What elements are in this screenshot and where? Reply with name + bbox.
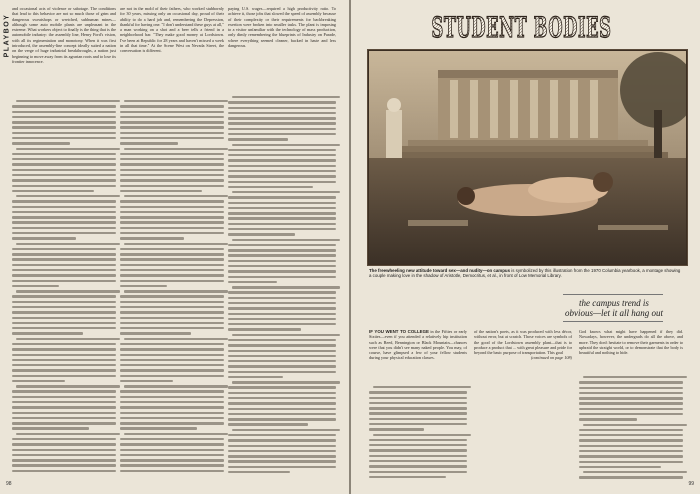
- text-line: [16, 148, 120, 150]
- text-line: [120, 111, 224, 113]
- text-line: [369, 407, 467, 409]
- article-title-art: [429, 4, 614, 48]
- text-line: [369, 428, 424, 430]
- text-line: [228, 159, 336, 161]
- text-line: [583, 471, 687, 473]
- text-line: [12, 422, 116, 424]
- text-line: [12, 295, 116, 297]
- text-line: [228, 365, 336, 367]
- text-line: [228, 281, 277, 283]
- text-line: [12, 206, 116, 208]
- text-line: [228, 455, 336, 457]
- text-line: [12, 327, 116, 329]
- text-line: [16, 385, 120, 387]
- text-line: [120, 417, 224, 419]
- text-line: [579, 439, 683, 441]
- text-line: [579, 476, 683, 478]
- text-line: [228, 270, 336, 272]
- text-line: [124, 338, 228, 340]
- text-line: [369, 476, 446, 478]
- text-line: [232, 381, 340, 383]
- text-line: [228, 376, 283, 378]
- left-page-number: 98: [6, 481, 12, 487]
- left-column-2-continuation: [120, 100, 224, 480]
- text-line: [12, 232, 116, 234]
- text-line: [120, 216, 224, 218]
- text-line: [16, 338, 120, 340]
- text-line: [120, 269, 224, 271]
- text-line: [12, 306, 116, 308]
- text-line: [228, 323, 336, 325]
- text-line: [120, 327, 224, 329]
- text-line: [228, 355, 336, 357]
- text-line: [12, 216, 116, 218]
- text-line: [120, 142, 178, 144]
- text-line: [232, 239, 340, 241]
- text-line: [228, 408, 336, 410]
- text-line: [12, 406, 116, 408]
- text-line: [120, 116, 224, 118]
- text-line: [12, 369, 116, 371]
- text-line: [228, 233, 295, 235]
- text-line: [12, 417, 116, 419]
- text-line: [228, 138, 288, 140]
- right-column-2: [474, 329, 572, 361]
- text-line: [12, 142, 70, 144]
- text-line: [12, 390, 116, 392]
- text-line: [579, 397, 683, 399]
- text-line: [16, 290, 120, 292]
- text-line: [120, 438, 224, 440]
- text-line: [12, 111, 116, 113]
- text-line: [12, 427, 89, 429]
- text-line: [120, 422, 224, 424]
- text-line: [579, 445, 683, 447]
- text-line: [12, 264, 116, 266]
- text-line: [12, 454, 116, 456]
- text-line: [12, 285, 59, 287]
- text-line: [12, 280, 116, 282]
- text-line: [373, 434, 471, 436]
- text-line: [12, 169, 116, 171]
- text-line: [232, 429, 340, 431]
- text-line: [228, 466, 336, 468]
- text-line: [228, 228, 336, 230]
- text-line: [12, 179, 116, 181]
- text-line: [12, 132, 116, 134]
- text-line: [12, 380, 65, 382]
- right-column-1-text: in the Fifties or early Sixties—even if you attended a relatively hip institution such as Reed, Bennington or Black Mountain—chances were that you didn't see many naked people. You may, of course, have glimpsed a few of your fellow students during your physical education classes.: [369, 329, 467, 361]
- text-line: [120, 380, 173, 382]
- text-line: [12, 364, 116, 366]
- text-line: [120, 258, 224, 260]
- text-line: [12, 227, 116, 229]
- magazine-name: PLAYBOY: [3, 13, 11, 58]
- text-line: [120, 253, 224, 255]
- text-line: [120, 105, 224, 107]
- text-line: [120, 232, 224, 234]
- article-title-logo: [429, 4, 614, 48]
- text-line: [369, 412, 467, 414]
- text-line: [12, 190, 94, 192]
- magazine-side-label: [1, 8, 11, 68]
- text-line: [120, 311, 224, 313]
- text-line: [228, 392, 336, 394]
- text-line: [12, 396, 116, 398]
- text-line: [579, 429, 683, 431]
- text-line: [369, 471, 467, 473]
- text-line: [120, 206, 224, 208]
- text-line: [228, 350, 336, 352]
- article-title: STUDENT BODIES: [431, 11, 612, 44]
- text-line: [232, 286, 340, 288]
- text-line: [12, 348, 116, 350]
- left-column-2-text: are not in the mold of their fathers, who worked stubbornly for 30 years, missing only an occasional day, proud of their ability to do a hard job and, remembering the Depression, thankful for having one. "I don't understand these guys at all," a man working on a shot and a beer tells a friend in a neighborhood bar. "They make good money at Lordstown. I've been at Republic for 28 years and haven't missed a week in all that time." At the Scene West on Nevada Street, the conversation is different.: [120, 6, 224, 54]
- text-line: [120, 121, 224, 123]
- text-line: [120, 169, 224, 171]
- text-line: [228, 260, 336, 262]
- text-line: [120, 412, 224, 414]
- text-line: [12, 354, 116, 356]
- yearbook-montage-image: [368, 50, 687, 265]
- text-line: [120, 280, 224, 282]
- text-line: [228, 181, 336, 183]
- text-line: [228, 386, 336, 388]
- text-line: [228, 265, 336, 267]
- left-column-2: [120, 6, 224, 54]
- text-line: [12, 332, 83, 334]
- text-line: [228, 244, 336, 246]
- text-line: [579, 381, 683, 383]
- text-line: [232, 96, 340, 98]
- text-line: [228, 339, 336, 341]
- text-line: [228, 254, 336, 256]
- text-line: [12, 248, 116, 250]
- text-line: [579, 466, 661, 468]
- photo-caption: [369, 268, 684, 278]
- left-page: [0, 0, 349, 494]
- text-line: [120, 285, 167, 287]
- text-line: [16, 100, 120, 102]
- text-line: [228, 128, 336, 130]
- text-line: [228, 112, 336, 114]
- text-line: [228, 313, 336, 315]
- left-column-1-continuation: [12, 100, 116, 480]
- text-line: [12, 459, 116, 461]
- pull-quote-rule-top: [563, 294, 663, 295]
- text-line: [228, 318, 336, 320]
- text-line: [12, 343, 116, 345]
- text-line: [228, 360, 336, 362]
- text-line: [12, 258, 116, 260]
- right-column-3-continuation: [579, 376, 683, 482]
- text-line: [228, 297, 336, 299]
- text-line: [120, 295, 224, 297]
- text-line: [120, 137, 224, 139]
- text-line: [369, 402, 467, 404]
- text-line: [12, 163, 116, 165]
- text-line: [120, 174, 224, 176]
- text-line: [373, 386, 471, 388]
- text-line: [369, 444, 467, 446]
- text-line: [120, 348, 224, 350]
- text-line: [12, 443, 116, 445]
- article-lead-in: IF YOU WENT TO COLLEGE: [369, 329, 429, 334]
- text-line: [228, 133, 336, 135]
- text-line: [120, 396, 224, 398]
- text-line: [228, 107, 336, 109]
- text-line: [228, 460, 336, 462]
- text-line: [12, 401, 116, 403]
- text-line: [120, 375, 224, 377]
- text-line: [120, 354, 224, 356]
- text-line: [579, 392, 683, 394]
- text-line: [120, 317, 224, 319]
- yearbook-illustration: [367, 49, 688, 266]
- caption-lead: The freewheeling new attitude toward sex—and nudity—on campus: [369, 268, 511, 273]
- text-line: [228, 149, 336, 151]
- continued-notice: (continued on page 108): [530, 355, 572, 361]
- text-line: [228, 423, 308, 425]
- text-line: [228, 122, 336, 124]
- text-line: [12, 438, 116, 440]
- text-line: [124, 290, 228, 292]
- text-line: [16, 243, 120, 245]
- text-line: [232, 191, 340, 193]
- text-line: [120, 221, 224, 223]
- text-line: [124, 195, 228, 197]
- left-column-3: [228, 6, 336, 48]
- text-line: [579, 387, 683, 389]
- text-line: [120, 237, 184, 239]
- text-line: [369, 449, 467, 451]
- left-column-3-text: paying U.S. wages—required a high productivity ratio. To achieve it, those jobs that slowed the speed of assembly because of their complexity or their requirements for backbreaking exertion were broken into smaller tasks. The plant is imposing to a visitor unfamiliar with the technology of mass production, only dimly remembering the blueprints of Industry on Parade, where everything seemed cleaner, backed in haste and less dangerous.: [228, 6, 336, 49]
- text-line: [16, 195, 120, 197]
- text-line: [228, 217, 336, 219]
- text-line: [228, 307, 336, 309]
- text-line: [120, 185, 224, 187]
- text-line: [120, 390, 224, 392]
- right-page: [351, 0, 700, 494]
- text-line: [120, 248, 224, 250]
- text-line: [120, 454, 224, 456]
- text-line: [120, 227, 224, 229]
- pull-quote-line-2: obvious—let it all hang out: [565, 308, 663, 318]
- right-column-2-text: of the nation's poets, as it was produced with less décor, without error, but at scratch. Those voices are symbols of the good of the Lordstown assembly plant—that is to produce a product that ... with great pleasure and pride for beyond the basic purpose of transportation. This goal: [474, 329, 572, 356]
- text-line: [12, 105, 116, 107]
- text-line: [12, 375, 116, 377]
- left-column-1-text: and occasional acts of violence or sabotage. The conditions that lead to this behavior are not so much those of grim and dangerous sweatshops or wretched, subhuman mines—although some auto mobile plants are unpleasant in the extreme. What workers object to finally is the thing that is the automobile industry: the assembly line, Henry Ford's vision, with all its regimentation and monotony. When it was first introduced, the assembly-line concept ideally suited a nation on the verge of huge industrial breakthroughs, a nation just beginning to move away from its agrarian roots and to lose its frontier innocence.: [12, 6, 116, 64]
- right-column-3-text: God knows what might have happened if they did. Nowadays, however, the undergrads do all the above, and more. They don't hesitate to remove their garments in order to upbraid the straight world, or to demonstrate that the body is beautiful and nothing to hide.: [579, 329, 683, 356]
- text-line: [579, 450, 683, 452]
- text-line: [12, 153, 116, 155]
- text-line: [12, 200, 116, 202]
- text-line: [120, 427, 197, 429]
- right-column-1-continuation: [369, 386, 467, 482]
- text-line: [120, 132, 224, 134]
- text-line: [228, 471, 290, 473]
- text-line: [120, 158, 224, 160]
- text-line: [369, 455, 467, 457]
- pull-quote: [559, 298, 669, 318]
- text-line: [228, 249, 336, 251]
- text-line: [12, 253, 116, 255]
- text-line: [120, 301, 224, 303]
- text-line: [12, 412, 116, 414]
- text-line: [120, 211, 224, 213]
- text-line: [12, 237, 76, 239]
- pull-quote-line-1: the campus trend is: [579, 298, 649, 308]
- text-line: [120, 359, 224, 361]
- right-column-3: [579, 329, 683, 355]
- text-line: [120, 343, 224, 345]
- text-line: [120, 264, 224, 266]
- text-line: [369, 465, 467, 467]
- left-column-1: [12, 6, 116, 64]
- text-line: [579, 434, 683, 436]
- text-line: [579, 461, 683, 463]
- text-line: [228, 434, 336, 436]
- text-line: [228, 439, 336, 441]
- text-line: [12, 116, 116, 118]
- text-line: [124, 433, 228, 435]
- text-line: [120, 332, 191, 334]
- text-line: [120, 153, 224, 155]
- text-line: [12, 317, 116, 319]
- text-line: [228, 165, 336, 167]
- text-line: [228, 196, 336, 198]
- text-line: [12, 449, 116, 451]
- text-line: [120, 190, 202, 192]
- text-line: [232, 144, 340, 146]
- text-line: [120, 401, 224, 403]
- text-line: [228, 212, 336, 214]
- text-line: [228, 413, 336, 415]
- text-line: [579, 418, 637, 420]
- text-line: [120, 449, 224, 451]
- text-line: [369, 391, 467, 393]
- text-line: [124, 385, 228, 387]
- text-line: [120, 126, 224, 128]
- text-line: [228, 207, 336, 209]
- text-line: [120, 179, 224, 181]
- text-line: [12, 274, 116, 276]
- text-line: [579, 408, 683, 410]
- text-line: [228, 175, 336, 177]
- text-line: [228, 186, 313, 188]
- text-line: [12, 185, 116, 187]
- text-line: [228, 397, 336, 399]
- text-line: [12, 269, 116, 271]
- text-line: [120, 470, 224, 472]
- text-line: [12, 322, 116, 324]
- text-line: [12, 301, 116, 303]
- text-line: [12, 126, 116, 128]
- text-line: [124, 148, 228, 150]
- text-line: [579, 455, 683, 457]
- text-line: [369, 418, 467, 420]
- text-line: [120, 274, 224, 276]
- text-line: [228, 154, 336, 156]
- text-line: [583, 376, 687, 378]
- text-line: [228, 223, 336, 225]
- text-line: [228, 170, 336, 172]
- text-line: [12, 121, 116, 123]
- text-line: [120, 459, 224, 461]
- pull-quote-rule-bottom: [563, 321, 663, 322]
- text-line: [12, 470, 116, 472]
- text-line: [369, 423, 467, 425]
- text-line: [579, 413, 683, 415]
- text-line: [228, 291, 336, 293]
- text-line: [228, 328, 301, 330]
- text-line: [120, 464, 224, 466]
- text-line: [12, 311, 116, 313]
- text-line: [369, 397, 467, 399]
- text-line: [228, 344, 336, 346]
- caption-rest: is symbolized by this illustration from the 1970 Columbia yearbook, a montage showing a couple making love in the shadow of Aristotle, Democritus, et al., in front of Low Memorial Library.: [369, 268, 681, 279]
- text-line: [369, 439, 467, 441]
- text-line: [12, 359, 116, 361]
- text-line: [120, 322, 224, 324]
- text-line: [228, 101, 336, 103]
- right-column-1: [369, 329, 467, 361]
- text-line: [228, 276, 336, 278]
- text-line: [12, 158, 116, 160]
- text-line: [369, 460, 467, 462]
- text-line: [12, 221, 116, 223]
- text-line: [12, 174, 116, 176]
- text-line: [232, 334, 340, 336]
- text-line: [228, 371, 336, 373]
- text-line: [228, 202, 336, 204]
- text-line: [120, 364, 224, 366]
- text-line: [120, 369, 224, 371]
- text-line: [583, 424, 687, 426]
- text-line: [124, 100, 228, 102]
- text-line: [120, 200, 224, 202]
- text-line: [120, 406, 224, 408]
- text-line: [120, 163, 224, 165]
- text-line: [12, 137, 116, 139]
- text-line: [228, 402, 336, 404]
- text-line: [120, 306, 224, 308]
- left-column-3-continuation: [228, 96, 336, 480]
- text-line: [12, 464, 116, 466]
- text-line: [579, 402, 683, 404]
- text-line: [16, 433, 120, 435]
- text-line: [124, 243, 228, 245]
- text-line: [228, 418, 336, 420]
- text-line: [228, 445, 336, 447]
- text-line: [228, 302, 336, 304]
- text-line: [228, 450, 336, 452]
- text-line: [120, 443, 224, 445]
- text-line: [12, 211, 116, 213]
- right-page-number: 99: [688, 481, 694, 487]
- text-line: [228, 117, 336, 119]
